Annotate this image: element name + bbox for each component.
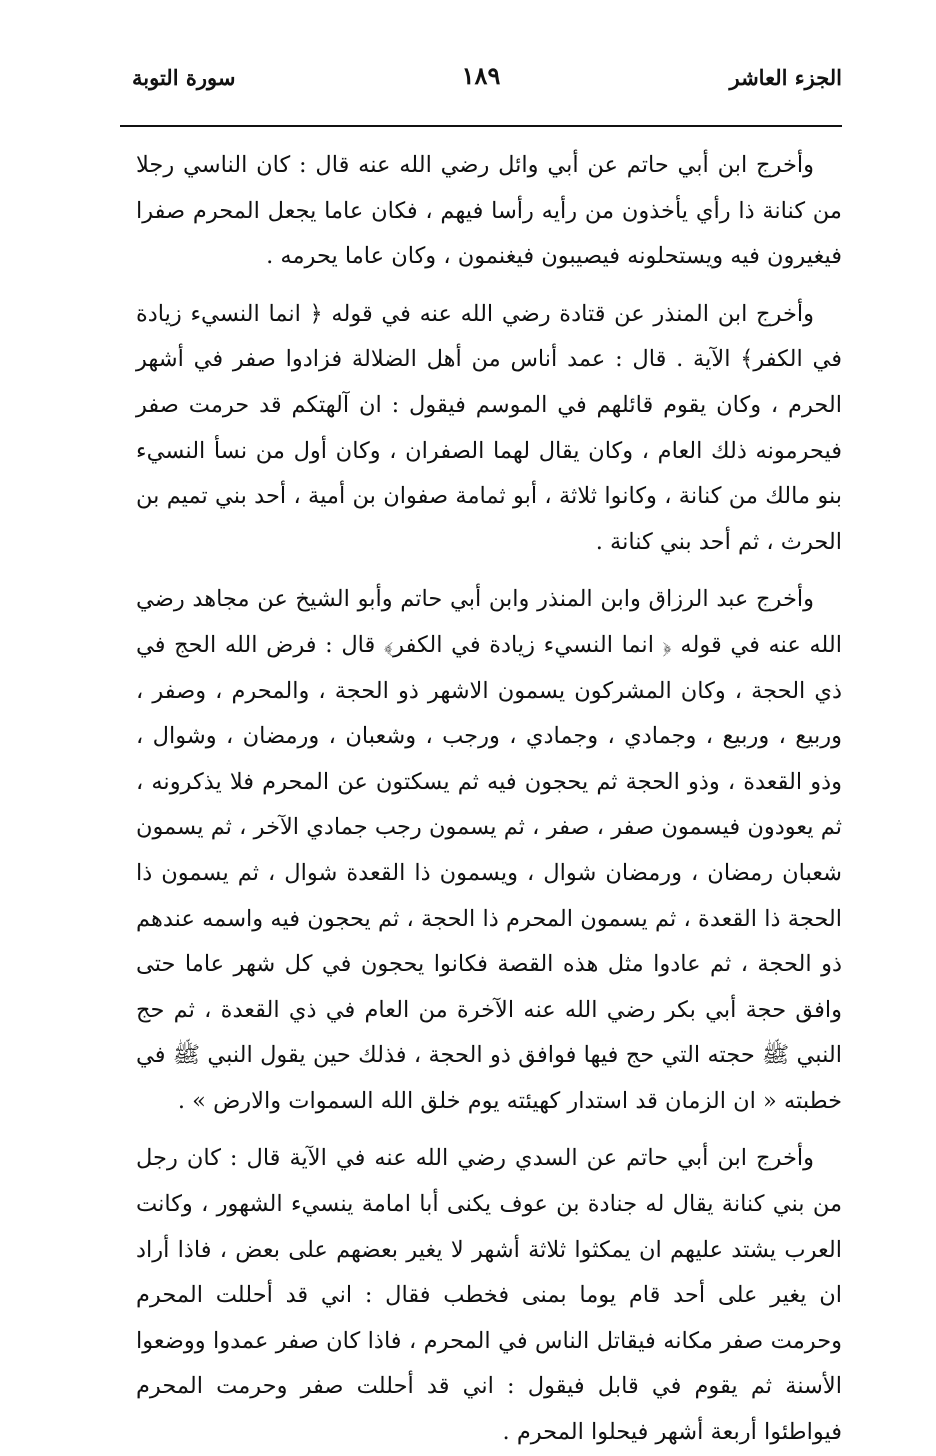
page-number: ١٨٩ (461, 61, 501, 90)
page-header (120, 55, 842, 113)
running-head-part: الجزء العاشر (729, 65, 842, 90)
paragraph-abu-wail: وأخرج ابن أبي حاتم عن أبي وائل رضي الله عنه قال : كان الناسي رجلا من كنانة ذا رأي يأخذون من رأيه رأسا فيهم ، فكان عاما يجعل المحرم صفرا فيغيرون فيه ويستحلونه فيصيبون فيغنمون ، وكان عاما يحرمه . (136, 152, 842, 270)
paragraph-qatada: وأخرج ابن المنذر عن قتادة رضي الله عنه في قوله ﴿ انما النسيء زيادة في الكفر﴾ الآية . قال : عمد أناس من أهل الضلالة فزادوا صفر في أشهر الحرم ، وكان يقوم قائلهم في الموسم فيقول : ان آلهتكم قد حرمت صفر فيحرمونه ذلك العام ، وكان يقال لهما الصفران ، وكان أول من نسأ النسيء بنو مالك من كنانة ، وكانوا ثلاثة ، أبو ثمامة صفوان بن أمية ، أحد بني تميم بن الحرث ، ثم أحد بني كنانة . (136, 300, 842, 555)
paragraph-suddi: وأخرج ابن أبي حاتم عن السدي رضي الله عنه في الآية قال : كان رجل من بني كنانة يقال له جنادة بن عوف يكنى أبا امامة ينسيء الشهور ، وكانت العرب يشتد عليهم ان يمكثوا ثلاثة أشهر لا يغير بعضهم على بعض ، فاذا أراد ان يغير على أحد قام يوما بمنى فخطب فقال : اني قد أحللت المحرم وحرمت صفر مكانه فيقاتل الناس في المحرم ، فاذا كان صفر عمدوا ووضعوا الأسنة ثم يقوم في قابل فيقول : اني قد أحللت صفر وحرمت المحرم فيواطئوا أربعة أشهر فيحلوا المحرم . (136, 1145, 842, 1446)
paragraph-mujahid: وأخرج عبد الرزاق وابن المنذر وابن أبي حاتم وأبو الشيخ عن مجاهد رضي الله عنه في قوله ﴿ انما النسيء زيادة في الكفر﴾ قال : فرض الله الحج في ذي الحجة ، وكان المشركون يسمون الاشهر ذو الحجة ، والمحرم ، وصفر ، وربيع ، وربيع ، وجمادي ، وجمادي ، ورجب ، وشعبان ، ورمضان ، وشوال ، وذو القعدة ، وذو الحجة ثم يحجون فيه ثم يسكتون عن المحرم فلا يذكرونه ، ثم يعودون فيسمون صفر ، صفر ، ثم يسمون رجب جمادي الآخر ، ثم يسمون شعبان رمضان ، ورمضان شوال ، ويسمون ذا القعدة شوال ، ثم يسمون ذا الحجة ذا القعدة ، ثم يسمون المحرم ذا الحجة ، ثم يحجون فيه واسمه عندهم ذو الحجة ، ثم عادوا مثل هذه القصة فكانوا يحجون في كل شهر عاما حتى وافق حجة أبي بكر رضي الله عنه الآخرة من العام في ذي القعدة ، ثم حج النبي ﷺ حجته التي حج فيها فوافق ذو الحجة ، فذلك حين يقول النبي ﷺ في خطبته « ان الزمان قد استدار كهيئته يوم خلق الله السموات والارض » . (136, 586, 842, 1114)
running-head-surah: سورة التوبة (132, 65, 236, 90)
page-body (136, 143, 842, 1456)
header-rule (120, 125, 842, 127)
book-page (120, 55, 842, 1446)
